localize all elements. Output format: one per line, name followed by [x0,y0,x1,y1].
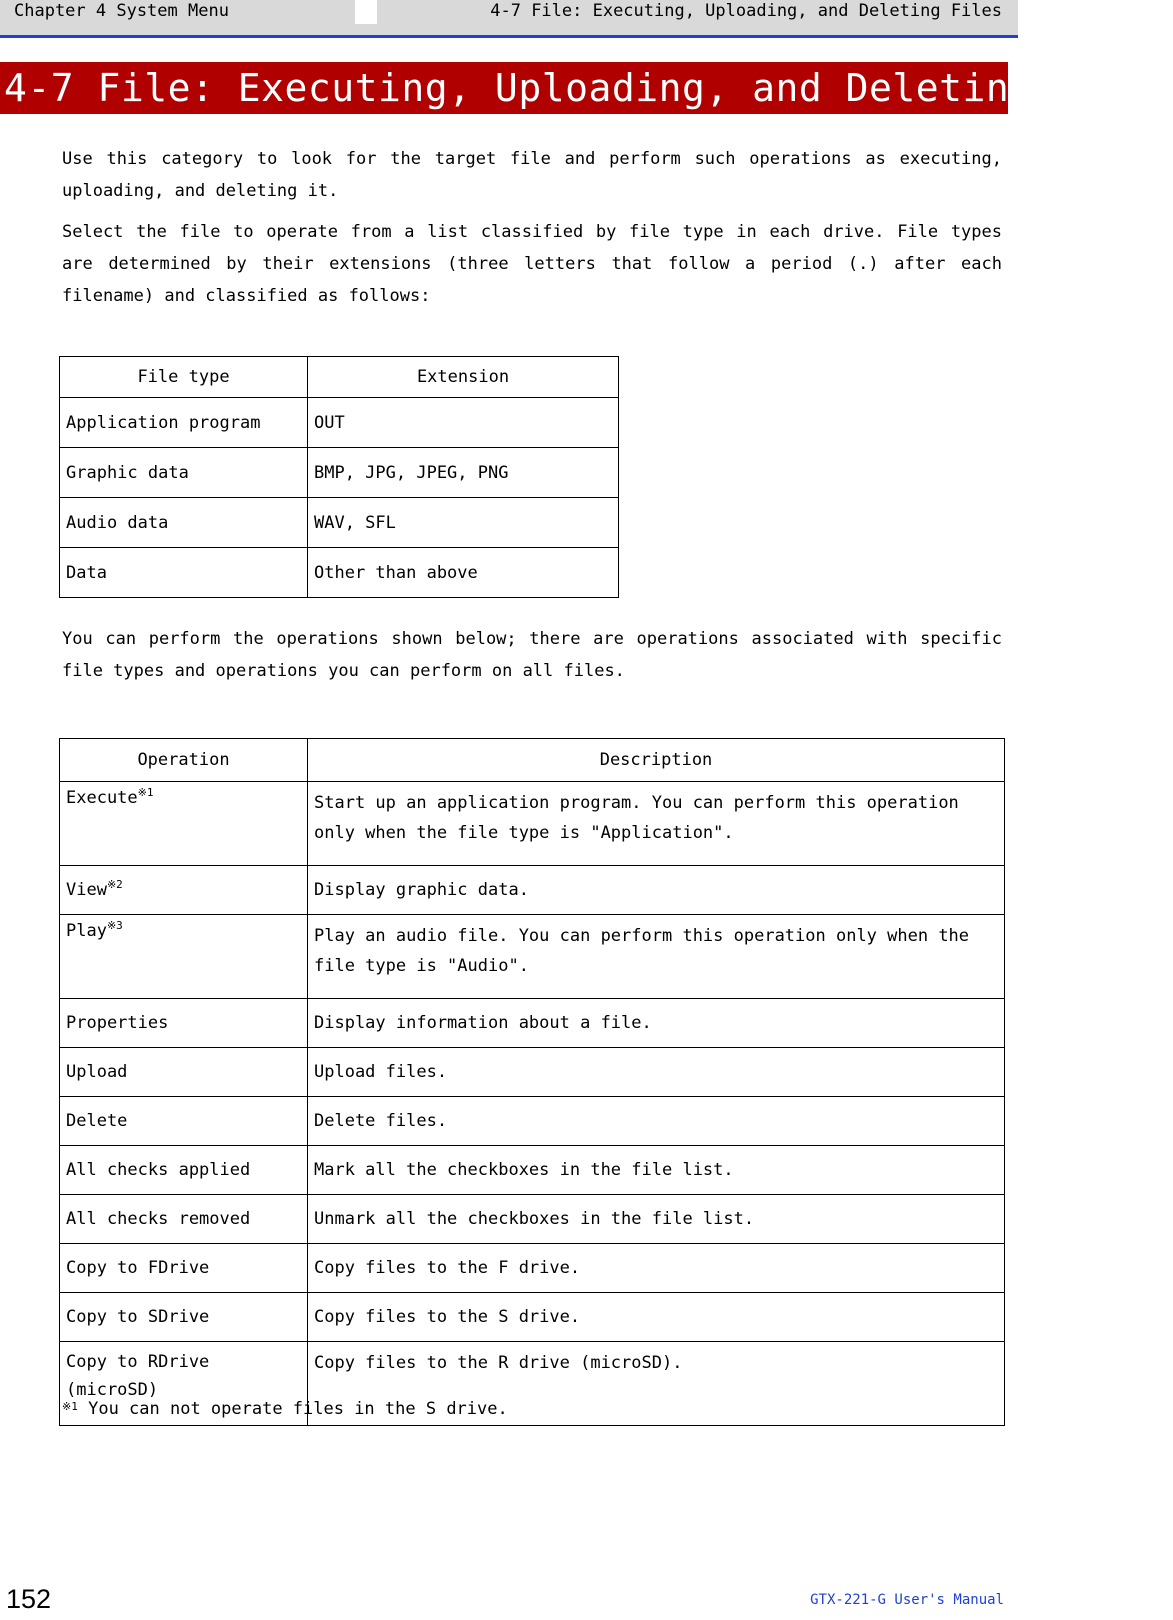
operation-cell: All checks removed [60,1195,308,1244]
operation-name: Execute [66,788,138,808]
footnote-text: You can not operate files in the S drive. [88,1399,508,1419]
footnote [62,1398,508,1420]
description-cell: Mark all the checkboxes in the file list. [308,1146,1005,1195]
table-header-row [60,357,619,398]
table-row [60,1195,1005,1244]
file-type-cell: Audio data [60,498,308,548]
operations-intro: You can perform the operations shown below; there are operations associated with specific file types and operations you can perform on all files. [62,629,1002,681]
header-rule [0,35,1018,38]
description-cell: Display information about a file. [308,999,1005,1048]
table-row [60,1293,1005,1342]
table-row [60,1048,1005,1097]
description-cell: Copy files to the R drive (microSD). [308,1342,1005,1426]
operations-table [59,738,1005,1426]
description-cell: Delete files. [308,1097,1005,1146]
table-row [60,548,619,598]
description-cell: Copy files to the F drive. [308,1244,1005,1293]
operation-cell: All checks applied [60,1146,308,1195]
file-type-cell: Data [60,548,308,598]
operation-cell: Copy to RDrive (microSD) [60,1342,308,1426]
table-header-row [60,739,1005,782]
operation-cell: Copy to SDrive [60,1293,308,1342]
section-label: 4-7 File: Executing, Uploading, and Deleting Files [490,1,1002,21]
operation-cell: Properties [60,999,308,1048]
operation-cell [60,782,308,866]
table-row [60,1146,1005,1195]
file-type-cell: Application program [60,398,308,448]
page-title: 4-7 File: Executing, Uploading, and Deleting Files [4,66,1173,110]
operation-name: View [66,880,107,900]
description-cell: Copy files to the S drive. [308,1293,1005,1342]
column-header-extension: Extension [308,357,619,398]
footnote-mark: ※2 [106,878,123,891]
operation-name: Play [66,921,107,941]
extension-cell: Other than above [308,548,619,598]
footnote-mark: ※3 [106,919,123,932]
description-cell: Upload files. [308,1048,1005,1097]
description-cell: Play an audio file. You can perform this operation only when the file type is "Audio". [308,915,1005,999]
description-cell: Start up an application program. You can perform this operation only when the file type is "Application". [308,782,1005,866]
footnote-mark: ※1 [62,1400,78,1413]
operation-cell [60,866,308,915]
manual-title: GTX-221-G User's Manual [810,1592,1004,1608]
table-row [60,999,1005,1048]
chapter-label: Chapter 4 System Menu [14,1,229,21]
description-cell: Unmark all the checkboxes in the file list. [308,1195,1005,1244]
table-row [60,782,1005,866]
column-header-operation: Operation [60,739,308,782]
intro-paragraph-2: Select the file to operate from a list classified by file type in each drive. File types are determined by their extensions (three letters that follow a period (.) after each filename) and classified as follows: [62,222,1002,306]
extension-cell: BMP, JPG, JPEG, PNG [308,448,619,498]
table-row [60,866,1005,915]
extension-cell: WAV, SFL [308,498,619,548]
table-row [60,448,619,498]
operation-cell: Copy to FDrive [60,1244,308,1293]
extension-cell: OUT [308,398,619,448]
file-type-cell: Graphic data [60,448,308,498]
table-row [60,398,619,448]
page-number: 152 [6,1584,52,1614]
column-header-file-type: File type [60,357,308,398]
table-row [60,498,619,548]
footnote-mark: ※1 [137,786,154,799]
file-type-table [59,356,619,598]
header-gap [355,0,377,24]
column-header-description: Description [308,739,1005,782]
table-row [60,1097,1005,1146]
intro-paragraph-1: Use this category to look for the target file and perform such operations as executing, uploading, and deleting it. [62,149,1002,201]
operation-cell [60,915,308,999]
table-row [60,915,1005,999]
description-cell: Display graphic data. [308,866,1005,915]
operation-cell: Delete [60,1097,308,1146]
table-row [60,1244,1005,1293]
operation-cell: Upload [60,1048,308,1097]
